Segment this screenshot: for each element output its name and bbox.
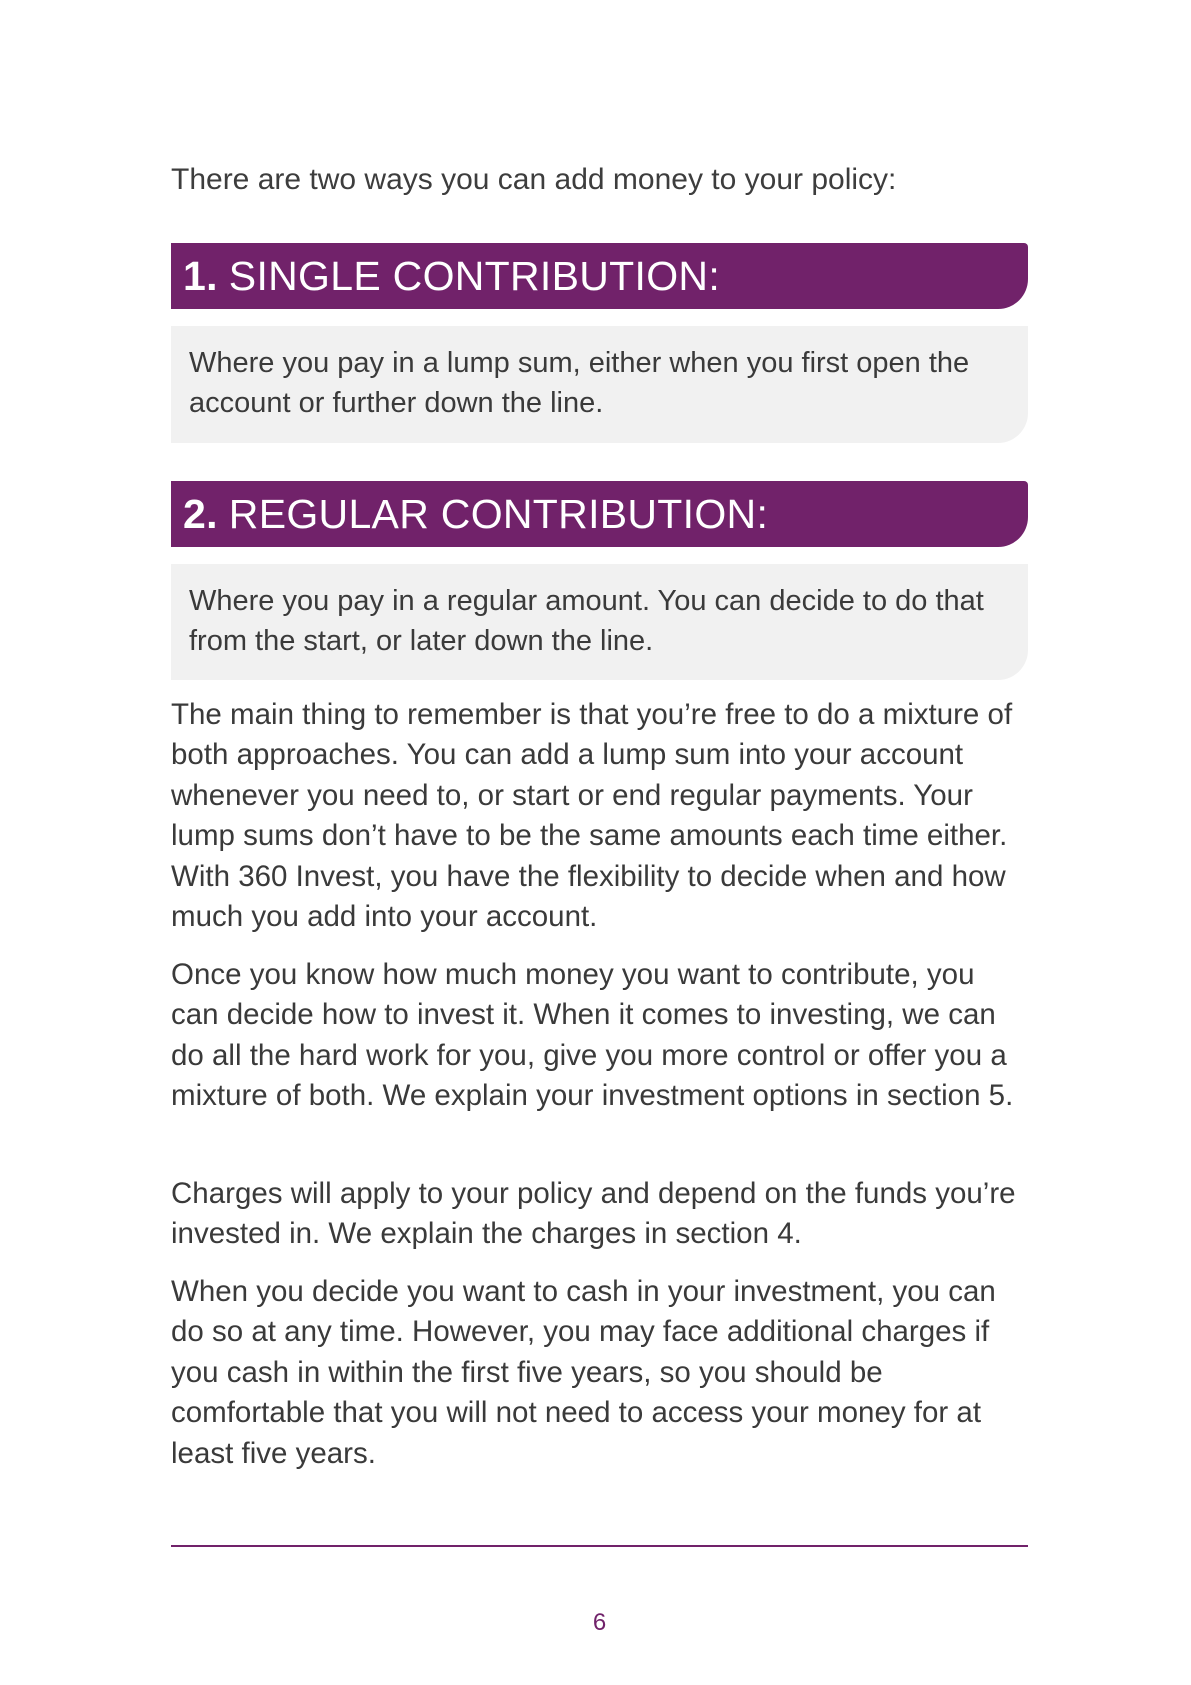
body-paragraph: Charges will apply to your policy and depend on the funds you’re invested in. We explain the charges in section 4. <box>171 1177 1016 1251</box>
body-paragraph: The main thing to remember is that you’re free to do a mixture of both approaches. You can add a lump sum into your account whenever you need to, or start or end regular payments. Your lump sums don’t have to be the same amounts each time either. With 360 Invest, you have the flexibility to decide when and how much you add into your account. <box>171 698 1013 934</box>
intro-text: There are two ways you can add money to your policy: <box>171 163 897 196</box>
page-number: 6 <box>592 1609 607 1636</box>
section-title: SINGLE CONTRIBUTION: <box>228 252 721 299</box>
section-description-regular-contribution: Where you pay in a regular amount. You can decide to do that from the start, or later down the line. <box>171 564 1028 680</box>
body-paragraph: When you decide you want to cash in your investment, you can do so at any time. However, you may face additional charges if you cash in within the first five years, so you should be comfortable that you will not need to access your money for at least five years. <box>171 1275 996 1470</box>
body-paragraph: Once you know how much money you want to contribute, you can decide how to invest it. When it comes to investing, we can do all the hard work for you, give you more control or offer you a mixture of both. We explain your investment options in section 5. <box>171 958 1014 1113</box>
footer-divider <box>171 1545 1028 1547</box>
section-title: REGULAR CONTRIBUTION: <box>228 490 769 537</box>
section-number: 1. <box>183 252 218 299</box>
section-heading-regular-contribution <box>171 481 1028 547</box>
section-number: 2. <box>183 490 218 537</box>
section-heading-single-contribution <box>171 243 1028 309</box>
section-description-single-contribution: Where you pay in a lump sum, either when you first open the account or further down the line. <box>171 326 1028 443</box>
